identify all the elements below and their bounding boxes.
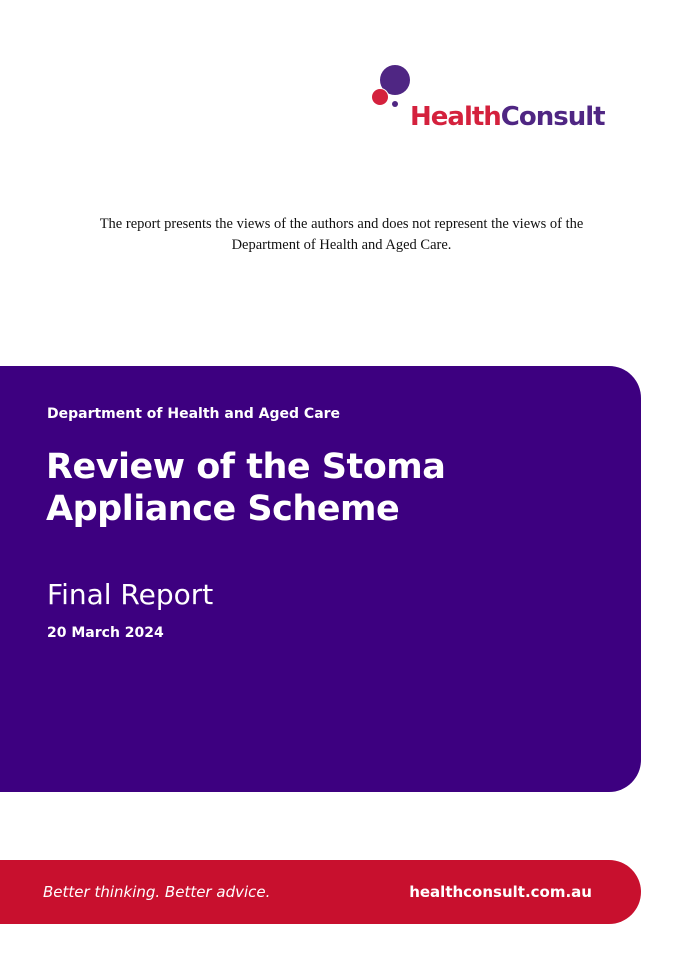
disclaimer-line-1: The report presents the views of the authors and does not represent the views of the	[99, 216, 584, 232]
department-name: Department of Health and Aged Care	[47, 406, 341, 422]
report-title-line-1: Review of the Stoma	[46, 447, 446, 487]
tagline: Better thinking. Better advice.	[43, 883, 271, 901]
logo-wordmark	[410, 102, 605, 132]
disclaimer	[60, 214, 623, 256]
report-date: 20 March 2024	[47, 625, 164, 641]
report-title	[46, 446, 606, 530]
healthconsult-logo	[368, 62, 628, 142]
disclaimer-line-2: Department of Health and Aged Care.	[231, 237, 452, 253]
report-subtitle: Final Report	[47, 578, 214, 611]
website-link[interactable]: healthconsult.com.au	[409, 883, 592, 901]
report-title-line-2: Appliance Scheme	[46, 489, 400, 529]
logo-consult-text: Consult	[500, 102, 605, 132]
logo-health-text: Health	[410, 102, 501, 132]
title-block	[0, 366, 641, 792]
footer-band	[0, 860, 641, 924]
